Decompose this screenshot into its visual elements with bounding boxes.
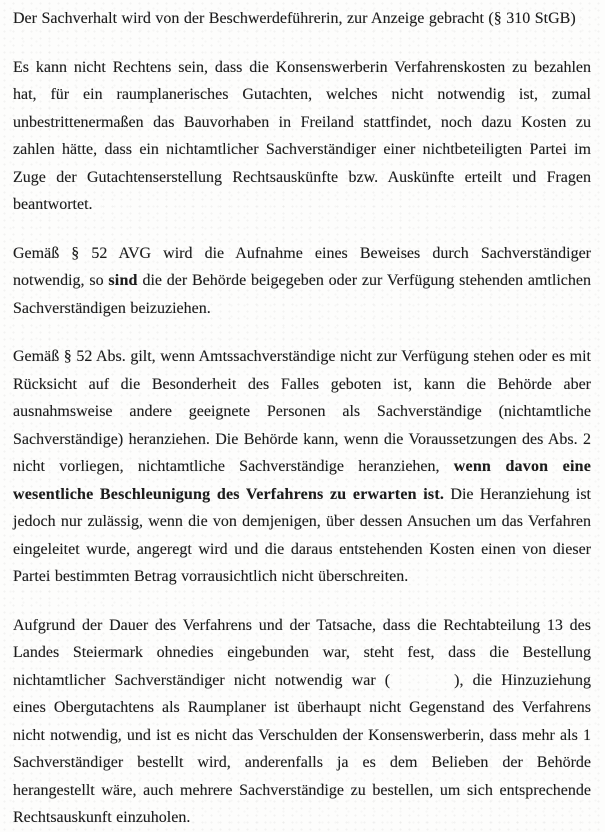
text-run: Gemäß § 52 AVG wird die Aufnahme eines Beweises durch Sachverständiger notwendig, so	[13, 244, 591, 289]
paragraph-aufgrund-dauer	[13, 612, 591, 832]
bold-text-run: wenn davon eine wesentliche Beschleunigung des Verfahrens zu erwarten ist.	[13, 458, 592, 503]
text-run: die der Behörde beigegeben oder zur Verfügung stehenden amtlichen Sachverständigen beizuziehen.	[13, 272, 592, 317]
bold-text-run: sind	[108, 272, 138, 289]
text-run: Es kann nicht Rechtens sein, dass die Konsenswerberin Verfahrenskosten zu bezahlen hat, für ein raumplanerisches Gutachten, welches nicht notwendig ist, zumal unbestrittenermaßen das Bauvorhaben in Freiland stattfindet, noch dazu Kosten zu zahlen hätte, dass ein nichtamtlicher Sachverständiger einer nichtbeteiligten Partei im Zuge der Gutachtenserstellung Rechtsauskünfte bzw. Auskünfte erteilt und Fragen beantwortet.	[13, 58, 591, 213]
paragraph-52-avg	[13, 240, 591, 323]
text-run: ), die Hinzuziehung eines Obergutachtens als Raumplaner ist überhaupt nicht Gegenstand des Verfahrens nicht notwendig, und ist es nicht das Verschulden der Konsenswerberin, dass mehr als 1 Sachverständiger bestellt wird, anderenfalls ja es dem Belieben der Behörde herangestellt wäre, auch mehrere Sachverständige zu bestellen, um sich entsprechende Rechtsauskunft einzuholen.	[13, 671, 592, 826]
text-run: Die Heranziehung ist jedoch nur zulässig, wenn die von demjenigen, über dessen Ansuchen um das Verfahren eingeleitet wurde, angeregt wird und die daraus entstehenden Kosten einen von dieser Partei bestimmten Betrag vorrausichtlich nicht überschreiten.	[13, 485, 592, 585]
redacted-gap	[390, 684, 454, 685]
paragraph-anzeige-310-stgb	[13, 5, 591, 33]
text-run: Der Sachverhalt wird von der Beschwerdeführerin, zur Anzeige gebracht (§ 310 StGB)	[13, 10, 576, 27]
paragraph-verfahrenskosten	[13, 54, 591, 219]
text-run: Aufgrund der Dauer des Verfahrens und der Tatsache, dass die Rechtabteilung 13 des Landes Steiermark ohnedies eingebunden war, steht fest, dass die Bestellung nichtamtlicher Sachverständiger nicht notwendig war (	[13, 616, 591, 689]
paragraph-52-abs	[13, 343, 591, 591]
text-run: Gemäß § 52 Abs. gilt, wenn Amtssachverständige nicht zur Verfügung stehen oder es mit Rücksicht auf die Besonderheit des Falles geboten ist, kann die Behörde aber ausnahmsweise andere geeignete Personen als Sachverständige (nichtamtliche Sachverständige) heranziehen. Die Behörde kann, wenn die Voraussetzungen des Abs. 2 nicht vorliegen, nichtamtliche Sachverständige heranziehen,	[13, 348, 591, 475]
